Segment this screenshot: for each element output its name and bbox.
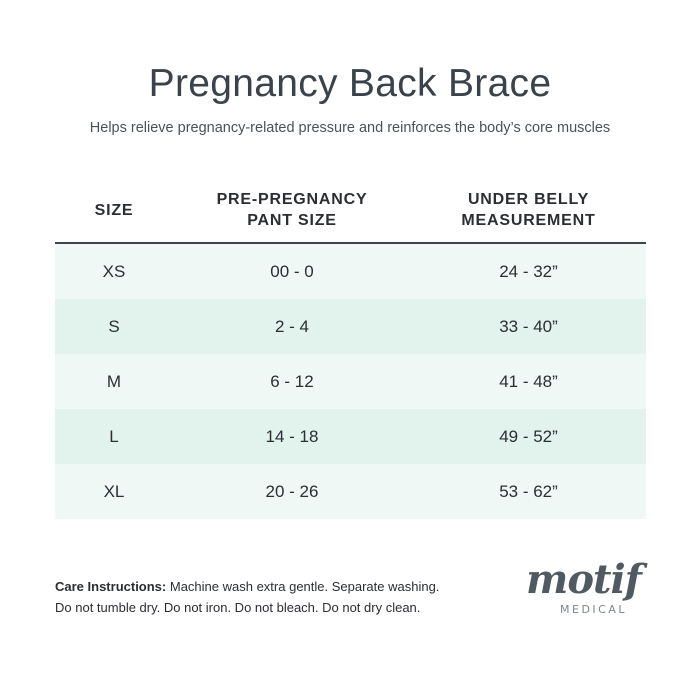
cell-pant-size: 6 - 12: [270, 371, 314, 391]
logo-subtext: MEDICAL: [560, 603, 627, 616]
cell-pant-size: 00 - 0: [270, 261, 314, 281]
brand-logo: [520, 556, 650, 626]
page-subtitle: Helps relieve pregnancy-related pressure and reinforces the body’s core muscles: [89, 120, 611, 136]
cell-belly-measurement: 41 - 48”: [499, 371, 558, 391]
care-text-line1: Machine wash extra gentle. Separate washing.: [166, 579, 440, 594]
logo-wordmark: motif: [526, 556, 641, 603]
cell-size: XL: [103, 481, 125, 501]
care-instructions: [55, 576, 505, 618]
cell-belly-measurement: 53 - 62”: [499, 481, 558, 501]
cell-pant-size: 20 - 26: [265, 481, 319, 501]
header-belly-measurement: UNDER BELLY MEASUREMENT: [461, 191, 596, 229]
header-pant-size: PRE-PREGNANCY PANT SIZE: [216, 191, 368, 229]
cell-size: S: [108, 316, 120, 336]
cell-belly-measurement: 33 - 40”: [499, 316, 558, 336]
header-size: SIZE: [94, 201, 134, 219]
cell-pant-size: 2 - 4: [274, 316, 310, 336]
care-label: Care Instructions:: [55, 579, 167, 594]
table-row: [55, 299, 646, 354]
table-header: [55, 178, 646, 244]
table-row: [55, 354, 646, 409]
cell-pant-size: 14 - 18: [265, 426, 319, 446]
table-row: [55, 244, 646, 299]
cell-size: M: [106, 371, 122, 391]
cell-belly-measurement: 49 - 52”: [499, 426, 558, 446]
page-title: Pregnancy Back Brace: [148, 62, 552, 105]
table-row: [55, 464, 646, 519]
cell-size: XS: [102, 261, 126, 281]
cell-belly-measurement: 24 - 32”: [499, 261, 558, 281]
table-row: [55, 409, 646, 464]
size-chart-table: [55, 178, 646, 519]
cell-size: L: [109, 426, 119, 446]
care-text-line2: Do not tumble dry. Do not iron. Do not bleach. Do not dry clean.: [55, 600, 421, 615]
